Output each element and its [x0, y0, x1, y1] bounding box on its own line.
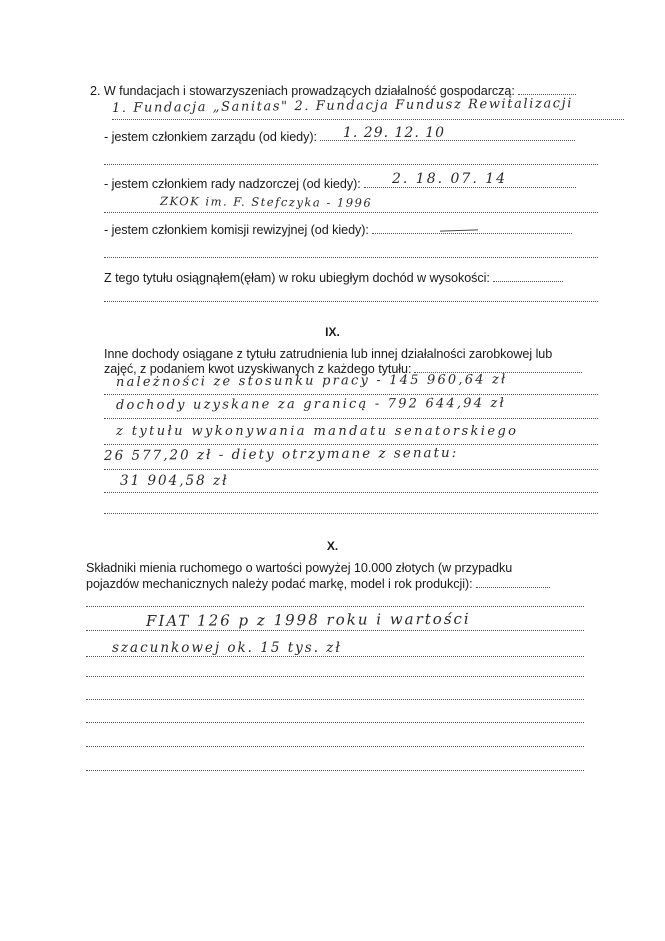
supervisory-board-value: 2. 18. 07. 14: [392, 171, 508, 187]
dotted-line: [86, 630, 584, 631]
income-handwritten-3: z tytułu wykonywania mandatu senatorskiego: [116, 424, 519, 439]
income-label: Z tego tytułu osiągnąłem(ęłam) w roku ubiegłym dochód w wysokości:: [104, 271, 563, 286]
board-member-value: 1. 29. 12. 10: [343, 125, 446, 141]
board-member-label: - jestem członkiem zarządu (od kiedy):: [104, 130, 575, 145]
section-2-intro: 2. W fundacjach i stowarzyszeniach prowadzących działalność gospodarczą:: [90, 84, 576, 99]
section-x-text-2: pojazdów mechanicznych należy podać markę, model i rok produkcji):: [86, 577, 550, 592]
dotted-line: [86, 770, 584, 771]
dotted-line: [104, 418, 598, 419]
supervisory-board-extra: ZKOK im. F. Stefczyka - 1996: [159, 194, 373, 210]
section-ix-text-2: zajęć, z podaniem kwot uzyskiwanych z każdego tytułu:: [104, 362, 582, 377]
income-handwritten-4: 26 577,20 zł - diety otrzymane z senatu:: [103, 444, 459, 464]
section-x-text-1: Składniki mienia ruchomego o wartości powyżej 10.000 złotych (w przypadku: [86, 561, 513, 575]
movable-property-handwritten-1: FIAT 126 p z 1998 roku i wartości: [145, 609, 471, 630]
section-ix-heading: IX.: [325, 325, 340, 339]
dotted-line: [86, 699, 584, 700]
audit-committee-label: - jestem członkiem komisji rewizyjnej (od kiedy):: [104, 223, 572, 238]
dotted-line: [86, 606, 584, 607]
income-handwritten-2: dochody uzyskane za granicą - 792 644,94 zł: [115, 395, 507, 413]
income-handwritten-1: należności ze stosunku pracy - 145 960,64 zł: [115, 372, 508, 390]
section-ix-text-1: Inne dochody osiągane z tytułu zatrudnienia lub innej działalności zarobkowej lub: [104, 347, 553, 361]
dotted-line: [104, 301, 598, 302]
dotted-line: [104, 257, 598, 258]
dotted-line: [104, 212, 598, 213]
dotted-line: [112, 119, 624, 120]
handwritten-foundations: 1. Fundacja „Sanitas" 2. Fundacja Fundusz Rewitalizacji: [111, 96, 574, 116]
dotted-line: [104, 469, 598, 470]
dotted-line: [104, 492, 598, 493]
dotted-line: [86, 676, 584, 677]
dotted-line: [104, 394, 598, 395]
dotted-line: [86, 746, 584, 747]
section-x-heading: X.: [326, 539, 339, 553]
dotted-line: [86, 656, 584, 657]
dotted-line: [86, 722, 584, 723]
dotted-line: [104, 513, 598, 514]
movable-property-handwritten-2: szacunkowej ok. 15 tys. zł: [112, 640, 342, 656]
dotted-line: [104, 164, 598, 165]
supervisory-board-label: - jestem członkiem rady nadzorczej (od kiedy):: [104, 177, 576, 192]
income-handwritten-5: 31 904,58 zł: [120, 473, 229, 489]
